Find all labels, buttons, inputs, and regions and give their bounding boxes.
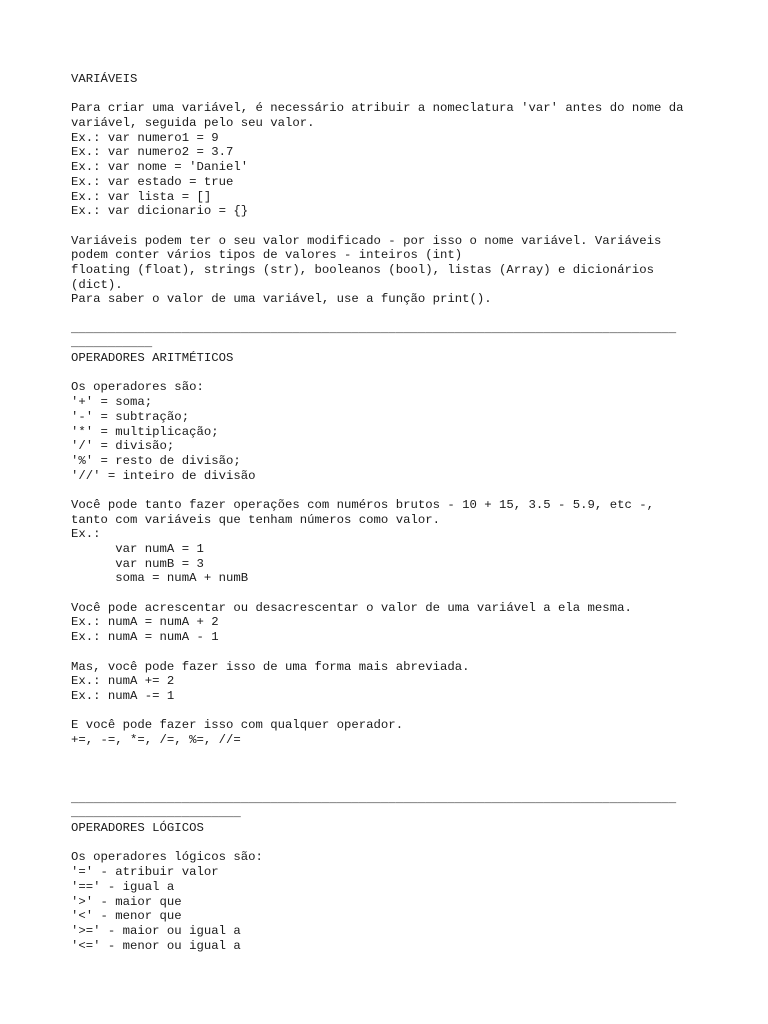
text-line: Mas, você pode fazer isso de uma forma mais abreviada.: [71, 659, 470, 674]
text-line: '-' = subtração;: [71, 409, 190, 424]
text-line: '<=' - menor ou igual a: [71, 938, 241, 953]
text-line: Ex.: var numero1 = 9: [71, 130, 219, 145]
blank-line: [71, 704, 711, 719]
text-line: variável, seguida pelo seu valor.: [71, 116, 315, 131]
blank-line: [71, 307, 711, 322]
text-line: VARIÁVEIS: [71, 72, 138, 86]
text-line: tanto com variáveis que tenham números como valor.: [71, 512, 440, 527]
text-line: Os operadores são:: [71, 380, 204, 395]
text-line: '//' = inteiro de divisão: [71, 468, 256, 483]
blank-line: [71, 762, 711, 777]
text-line: '/' = divisão;: [71, 439, 175, 454]
text-line: Ex.: var numero2 = 3.7: [71, 145, 234, 160]
text-line: Você pode acrescentar ou desacrescentar o valor de uma variável a ela mesma.: [71, 600, 632, 615]
text-line: Ex.: numA -= 1: [71, 688, 175, 703]
text-line: Ex.: var lista = []: [71, 189, 212, 204]
text-line: _______________________: [71, 806, 241, 821]
blank-line: [71, 366, 711, 381]
blank-line: [71, 777, 711, 792]
text-line: Para criar uma variável, é necessário atribuir a nomeclatura 'var' antes do nome da: [71, 101, 684, 116]
text-line: Ex.: var dicionario = {}: [71, 204, 249, 219]
text-line: Ex.: var nome = 'Daniel': [71, 160, 249, 175]
text-line: '>' - maior que: [71, 894, 182, 909]
text-line: Ex.: numA = numA - 1: [71, 630, 219, 645]
blank-line: [71, 87, 711, 102]
text-line: Ex.: numA = numA + 2: [71, 615, 219, 630]
text-line: '%' = resto de divisão;: [71, 453, 241, 468]
text-line: '>=' - maior ou igual a: [71, 923, 241, 938]
blank-line: [71, 219, 711, 234]
blank-line: [71, 645, 711, 660]
text-line: '==' - igual a: [71, 879, 175, 894]
text-line: '*' = multiplicação;: [71, 424, 219, 439]
text-line: ___________: [71, 336, 153, 351]
text-line: var numB = 3: [71, 556, 204, 571]
text-line: Os operadores lógicos são:: [71, 850, 263, 865]
blank-line: [71, 748, 711, 763]
blank-line: [71, 586, 711, 601]
text-line: +=, -=, *=, /=, %=, //=: [71, 732, 241, 747]
text-line: '+' = soma;: [71, 395, 153, 410]
text-line: floating (float), strings (str), booleanos (bool), listas (Array) e dicionários: [71, 262, 654, 277]
text-line: E você pode fazer isso com qualquer operador.: [71, 718, 404, 733]
text-line: Ex.:: [71, 527, 101, 542]
text-line: soma = numA + numB: [71, 571, 249, 586]
text-line: Ex.: var estado = true: [71, 174, 234, 189]
text-line: Variáveis podem ter o seu valor modificado - por isso o nome variável. Variáveis: [71, 233, 662, 248]
text-line: __________________________________________________________________________________: [71, 791, 677, 806]
text-line: Para saber o valor de uma variável, use a função print().: [71, 292, 492, 307]
text-line: OPERADORES LÓGICOS: [71, 821, 204, 836]
text-line: '<' - menor que: [71, 909, 182, 924]
text-line: OPERADORES ARITMÉTICOS: [71, 351, 234, 366]
text-line: Ex.: numA += 2: [71, 674, 175, 689]
text-line: __________________________________________________________________________________: [71, 321, 677, 336]
blank-line: [71, 483, 711, 498]
text-line: Você pode tanto fazer operações com numéros brutos - 10 + 15, 3.5 - 5.9, etc -,: [71, 497, 654, 512]
text-line: (dict).: [71, 277, 123, 292]
blank-line: [71, 836, 711, 851]
document-body: [71, 72, 711, 953]
text-line: podem conter vários tipos de valores - inteiros (int): [71, 248, 463, 263]
text-line: '=' - atribuir valor: [71, 865, 219, 880]
text-line: var numA = 1: [71, 542, 204, 556]
